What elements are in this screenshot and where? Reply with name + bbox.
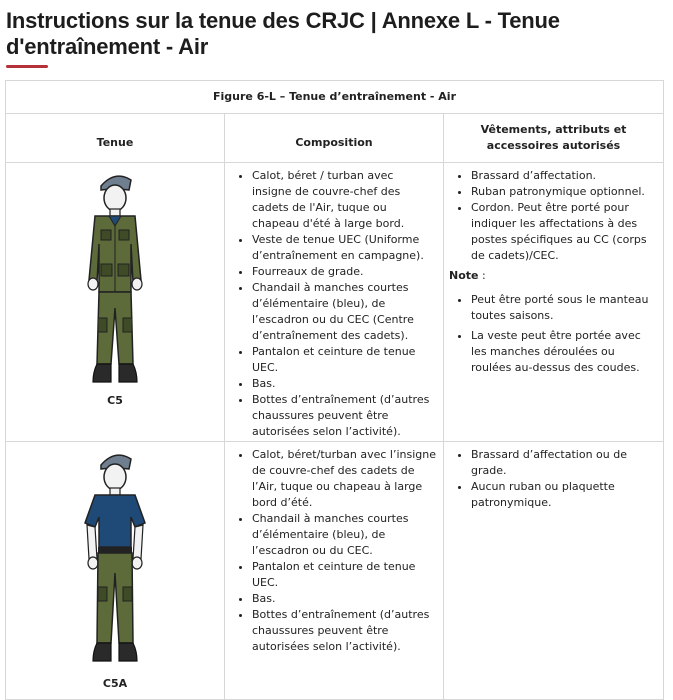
cadet-c5a-figure-icon xyxy=(75,447,155,679)
page-title: Instructions sur la tenue des CRJC | Annexe L - Tenue d'entraînement - Air xyxy=(6,8,560,59)
note-heading: Note : xyxy=(449,269,486,282)
list-item: • Pantalon et ceinture de tenue UEC. xyxy=(252,344,436,376)
composition-cell-c5 xyxy=(225,163,444,442)
list-item: • La veste peut être portée avec les manches déroulées ou roulées au-dessus des coudes. xyxy=(471,328,656,376)
accessories-cell-c5a xyxy=(444,442,664,700)
list-item: • Aucun ruban ou plaquette patronymique. xyxy=(471,479,656,511)
list-item: • Cordon. Peut être porté pour indiquer les affectations à des postes spécifiques au CC (corps de cadets)/CEC. xyxy=(471,200,656,264)
list-item: • Bas. xyxy=(252,376,436,392)
list-item: • Brassard d’affectation. xyxy=(471,168,656,184)
list-item: • Brassard d’affectation ou de grade. xyxy=(471,447,656,479)
table-row xyxy=(6,163,664,442)
figure-cell-c5 xyxy=(6,163,225,442)
list-item: • Chandail à manches courtes d’élémentaire (bleu), de l’escadron ou du CEC (Centre d’entraînement des cadets). xyxy=(252,280,436,344)
header-accessories: Vêtements, attributs et accessoires autorisés xyxy=(444,114,664,163)
title-underline xyxy=(6,65,48,68)
list-item: • Bas. xyxy=(252,591,436,607)
list-item: • Peut être porté sous le manteau toutes saisons. xyxy=(471,292,656,324)
list-item: • Chandail à manches courtes d’élémentaire (bleu), de l’escadron ou du CEC. xyxy=(252,511,436,559)
cadet-c5-figure-icon xyxy=(75,168,155,400)
composition-cell-c5a xyxy=(225,442,444,700)
list-item: • Bottes d’entraînement (d’autres chaussures peuvent être autorisées selon l’activité). xyxy=(252,607,436,655)
list-item: • Fourreaux de grade. xyxy=(252,264,436,280)
list-item: • Bottes d’entraînement (d’autres chaussures peuvent être autorisées selon l’activité). xyxy=(252,392,436,440)
dress-table xyxy=(5,80,664,700)
header-tenue: Tenue xyxy=(6,114,225,163)
list-item: • Calot, béret / turban avec insigne de couvre-chef des cadets de l'Air, tuque ou chapeau d'été à large bord. xyxy=(252,168,436,232)
figure-cell-c5a xyxy=(6,442,225,700)
list-item: • Ruban patronymique optionnel. xyxy=(471,184,656,200)
table-caption: Figure 6-L – Tenue d’entraînement - Air xyxy=(6,81,664,114)
list-item: • Calot, béret/turban avec l’insigne de couvre-chef des cadets de l’Air, tuque ou chapeau à large bord d’été. xyxy=(252,447,436,511)
figure-label-c5: C5 xyxy=(107,394,123,407)
accessories-cell-c5 xyxy=(444,163,664,442)
figure-label-c5a: C5A xyxy=(102,677,128,690)
list-item: • Pantalon et ceinture de tenue UEC. xyxy=(252,559,436,591)
list-item: • Veste de tenue UEC (Uniforme d’entraînement en campagne). xyxy=(252,232,436,264)
table-row xyxy=(6,442,664,700)
header-composition: Composition xyxy=(225,114,444,163)
